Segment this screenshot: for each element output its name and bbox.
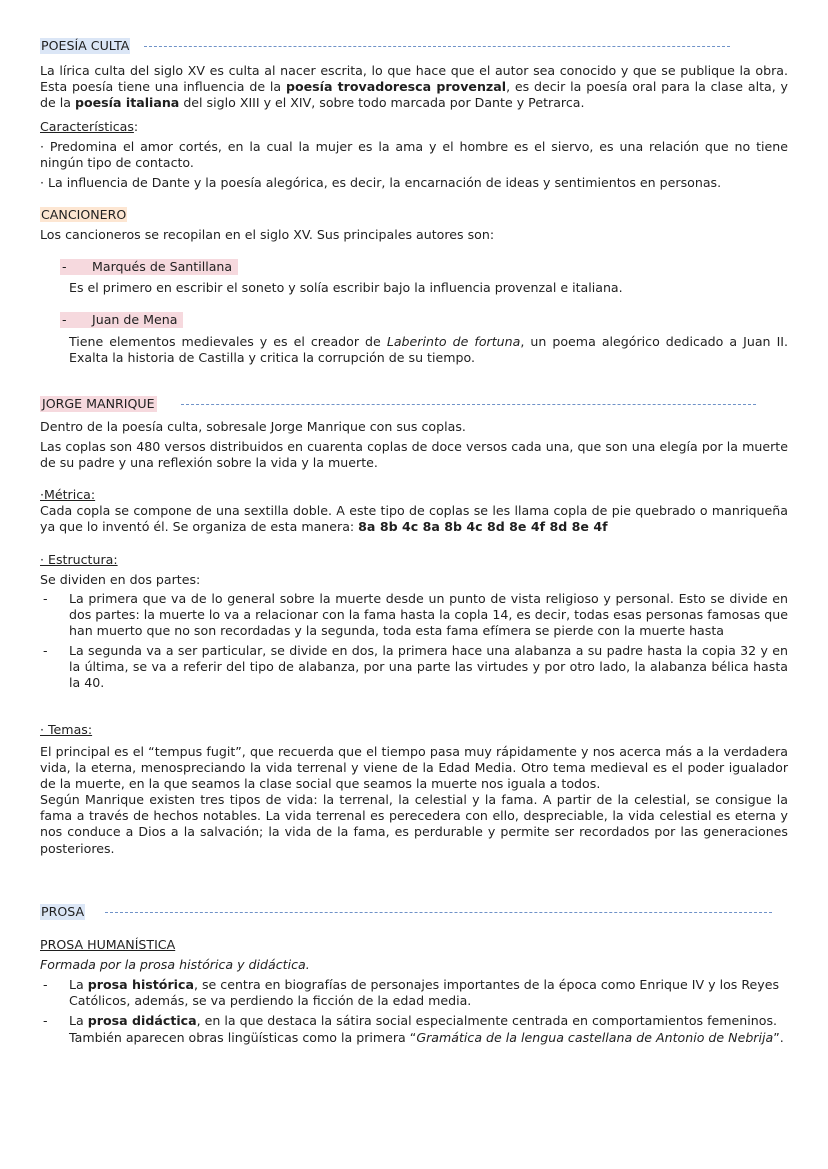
- heading-cancionero: CANCIONERO: [41, 207, 127, 222]
- text-run: La: [69, 977, 88, 992]
- list-marker: -: [43, 1013, 48, 1029]
- heading-divider: [105, 912, 772, 913]
- text-run: , un poema alegórico dedicado a Juan II. Exalta la historia de Castilla y critica la corrupción de su tiempo.: [69, 334, 788, 366]
- bold-term: prosa histórica: [87, 977, 194, 992]
- heading-jorge-manrique: JORGE MANRIQUE: [42, 396, 155, 411]
- list-marker: -: [43, 977, 48, 992]
- text-run: , se centra en biografías de personajes importantes de la época como Enrique IV y los Reyes Católicos, además, se va perdiendo la ficción de la edad media.: [69, 977, 780, 1009]
- cancionero-intro: Los cancioneros se recopilan en el siglo XV. Sus principales autores son:: [40, 227, 495, 242]
- text-run: del siglo XIII y el XIV, sobre todo marcada por Dante y Petrarca.: [179, 95, 585, 111]
- manrique-p2: Las coplas son 480 versos distribuidos en cuarenta coplas de doce versos cada una, que son una elegía por la muerte de su padre y una reflexión sobre la vida y la muerte.: [40, 439, 788, 471]
- bold-term: prosa didáctica: [87, 1013, 197, 1029]
- prosa-humanistica-heading: [40, 937, 788, 953]
- author-name-highlight: [60, 312, 183, 328]
- list-item: [40, 977, 788, 1009]
- section-heading-prosa: [40, 904, 772, 920]
- intro-text: Formada por la prosa histórica y didáctica.: [40, 957, 310, 972]
- work-title: Laberinto de fortuna: [386, 334, 521, 349]
- bold-term: poesía italiana: [74, 95, 180, 111]
- list-item: [40, 643, 788, 692]
- list-item: [40, 1013, 788, 1045]
- subheading-text: PROSA HUMANÍSTICA: [40, 937, 176, 952]
- poesia-culta-intro: [40, 63, 788, 112]
- colon: :: [133, 119, 139, 134]
- manrique-p1: Dentro de la poesía culta, sobresale Jorge Manrique con sus coplas.: [40, 419, 466, 434]
- list-marker: -: [62, 312, 67, 327]
- author-name: Marqués de Santillana: [92, 259, 233, 274]
- section-heading-cancionero: [40, 207, 788, 223]
- text-run: , es decir la poesía oral para la clase alta, y de la: [40, 79, 789, 111]
- caracteristicas-label: [40, 119, 788, 135]
- temas-label: [40, 722, 788, 738]
- work-title: Gramática de la lengua castellana de Antonio de Nebrija: [416, 1029, 774, 1045]
- heading-divider: [181, 404, 756, 405]
- estructura-label: [40, 552, 788, 568]
- estructura-list: [40, 591, 788, 691]
- heading-divider: [144, 46, 730, 47]
- text-run: Tiene elementos medievales y es el creador de: [69, 334, 387, 349]
- metrica-label: [40, 487, 788, 503]
- heading-prosa: PROSA: [41, 904, 85, 919]
- feature-item: · La influencia de Dante y la poesía alegórica, es decir, la encarnación de ideas y sentimientos en personas.: [40, 175, 722, 190]
- list-marker: -: [43, 642, 48, 658]
- metrica-label-text: ·Métrica:: [40, 487, 96, 502]
- caracteristicas-text: Características: [40, 119, 134, 134]
- metrica-text: [40, 503, 788, 535]
- bold-term: poesía trovadoresca provenzal: [285, 79, 507, 95]
- author-description: [69, 334, 788, 366]
- metric-scheme: 8a 8b 4c 8a 8b 4c 8d 8e 4f 8d 8e 4f: [358, 519, 608, 535]
- estructura-label-text: · Estructura:: [40, 552, 118, 567]
- text-run: , en la que destaca la sátira social especialmente centrada en comportamientos femeninos. También aparecen obras lingüísticas como la primera “: [69, 1013, 778, 1045]
- heading-poesia-culta: POESÍA CULTA: [41, 38, 130, 53]
- temas-p1: El principal es el “tempus fugit”, que recuerda que el tiempo pasa muy rápidamente y nos acerca más a la verdadera vida, la eterna, menospreciando la vida terrenal y viene de la Edad Media. Otro tema medieval es el poder igualador de la muerte, en la que seamos la clase social que seamos la muerte nos iguala a todos.: [40, 744, 788, 792]
- text-run: Cada copla se compone de una sextilla doble. A este tipo de coplas se les llama copla de pie quebrado o manriqueña ya que lo inventó él. Se organiza de esta manera:: [40, 503, 788, 535]
- estructura-intro: Se dividen en dos partes:: [40, 572, 201, 587]
- temas-p2: Según Manrique existen tres tipos de vida: la terrenal, la celestial y la fama. A partir de la celestial, se consigue la fama a través de hechos notables. La vida terrenal es perecedera con ello, despreciable, la vida celestial es eterna y nos conduce a Dios a la salvación; la vida de la fama, es perdurable y permite ser recordados por las generaciones posteriores.: [40, 792, 788, 856]
- temas-label-text: · Temas:: [40, 722, 93, 737]
- list-item-text: La primera que va de lo general sobre la muerte desde un punto de vista religioso y personal. Esto se divide en dos partes: la muerte lo va a relacionar con la fama hasta la copla 14, es decir, todas esas personas famosas que han muerto que no son recordadas y la segunda, toda esta fama efímera se pierde con la muerte hasta: [69, 591, 788, 639]
- list-item: [40, 591, 788, 640]
- author-mena: [40, 312, 788, 328]
- list-marker: -: [43, 591, 48, 606]
- section-heading-poesia-culta: [40, 38, 730, 54]
- author-name-highlight: [60, 259, 238, 275]
- author-name: Juan de Mena: [92, 312, 178, 327]
- feature-item: · Predomina el amor cortés, en la cual la mujer es la ama y el hombre es el siervo, es una relación que no tiene ningún tipo de contacto.: [40, 139, 788, 171]
- list-item-text: La segunda va a ser particular, se divide en dos, la primera hace una alabanza a su padre hasta la copia 32 y en la última, se va a referir del tipo de alabanza, por una parte las virtudes y por otro lado, la alabanza bélica hasta la 40.: [69, 642, 788, 691]
- author-santillana: [40, 259, 788, 275]
- text-run: Es el primero en escribir el soneto y solía escribir bajo la influencia provenzal e italiana.: [69, 280, 623, 295]
- prosa-list: [40, 977, 788, 1046]
- section-heading-jorge-manrique: [40, 396, 756, 412]
- text-run: ”.: [773, 1029, 784, 1045]
- text-run: La: [69, 1013, 88, 1029]
- list-marker: -: [62, 259, 67, 274]
- prosa-humanistica-intro: [40, 957, 788, 973]
- author-description: [69, 280, 788, 296]
- text-run: La lírica culta del siglo XV es culta al nacer escrita, lo que hace que el autor sea conocido y que se publique la obra. Esta poesía tiene una influencia de la: [40, 63, 788, 95]
